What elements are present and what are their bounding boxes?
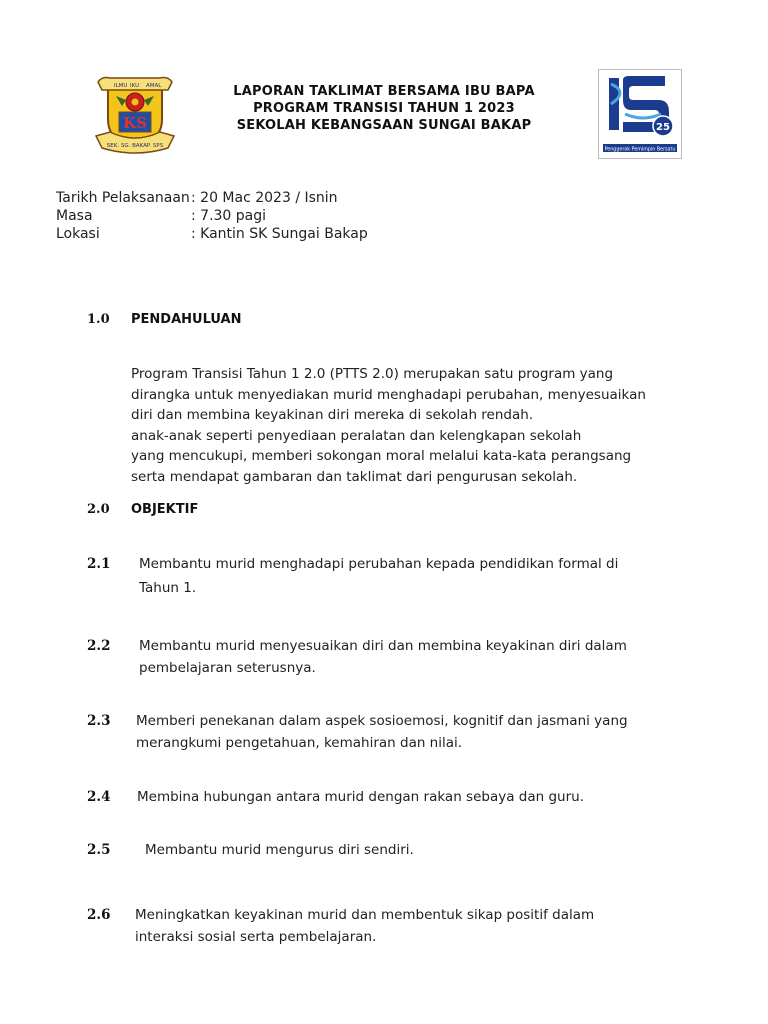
- paragraph-line: dirangka untuk menyediakan murid menghadapi perubahan, menyesuaikan: [131, 386, 646, 403]
- anniversary-25-icon: [599, 70, 681, 158]
- crest-scroll-word-3: AMAL: [146, 83, 162, 89]
- objective-item: [137, 786, 727, 808]
- paragraph-line: yang mencukupi, memberi sokongan moral melalui kata-kata perangsang: [131, 448, 632, 464]
- school-crest-logo: [92, 70, 178, 156]
- objective-line: Memberi penekanan dalam aspek sosioemosi, kognitif dan jasmani yang: [136, 713, 628, 729]
- objective-item: [139, 635, 729, 679]
- objective-line: Membina hubungan antara murid dengan rakan sebaya dan guru.: [137, 789, 584, 805]
- objective-line: Meningkatkan keyakinan murid dan membentuk sikap positif dalam: [135, 907, 595, 923]
- section-1-number: 1.0: [87, 312, 110, 327]
- report-title-line-1: LAPORAN TAKLIMAT BERSAMA IBU BAPA: [233, 84, 535, 99]
- objective-item: [145, 839, 735, 861]
- date-label: Tarikh Pelaksanaan: [56, 190, 190, 206]
- objective-line: pembelajaran seterusnya.: [139, 660, 316, 676]
- objective-line: interaksi sosial serta pembelajaran.: [135, 929, 377, 945]
- paragraph-line: diri dan membina keyakinan diri mereka di sekolah rendah.: [131, 407, 534, 423]
- objective-line: Membantu murid menyesuaikan diri dan membina keyakinan diri dalam: [139, 638, 627, 654]
- time-value: : 7.30 pagi: [191, 208, 267, 224]
- objective-item: [136, 710, 726, 754]
- objective-item: [135, 904, 725, 948]
- objective-line: Membantu murid menghadapi perubahan kepada pendidikan formal di: [139, 556, 619, 572]
- date-value: : 20 Mac 2023 / Isnin: [191, 190, 338, 206]
- paragraph-line: anak-anak seperti penyediaan peralatan dan kelengkapan sekolah: [131, 427, 582, 444]
- crest-scroll-word-1: ILMU: [114, 83, 128, 89]
- crest-initials: KS: [123, 114, 147, 132]
- objective-item: [139, 553, 729, 599]
- location-value: : Kantin SK Sungai Bakap: [191, 226, 368, 242]
- objective-line: Tahun 1.: [139, 580, 197, 596]
- anniversary-tagline: Penggerak Pemimpin Bersatu: [604, 147, 676, 153]
- objective-number: 2.3: [87, 713, 111, 729]
- section-1-heading: PENDAHULUAN: [131, 312, 242, 327]
- crest-bottom-scroll: SEK. SG. BAKAP. SPS: [106, 143, 164, 149]
- section-2-heading: OBJEKTIF: [131, 502, 199, 517]
- crest-scroll-word-2: IKU: [130, 83, 140, 89]
- objective-number: 2.2: [87, 638, 111, 654]
- objective-number: 2.4: [87, 789, 111, 805]
- report-title-line-2: PROGRAM TRANSISI TAHUN 1 2023: [253, 101, 515, 116]
- objective-number: 2.5: [87, 842, 111, 858]
- section-2-number: 2.0: [87, 502, 110, 517]
- objective-number: 2.6: [87, 907, 111, 923]
- paragraph-line: Program Transisi Tahun 1 2.0 (PTTS 2.0) merupakan satu program yang: [131, 366, 614, 382]
- paragraph-line: serta mendapat gambaran dan taklimat dari pengurusan sekolah.: [131, 468, 578, 485]
- objective-line: Membantu murid mengurus diri sendiri.: [145, 842, 414, 858]
- time-label: Masa: [56, 208, 93, 224]
- anniversary-number: 25: [656, 122, 670, 133]
- location-label: Lokasi: [56, 226, 100, 242]
- objective-line: merangkumi pengetahuan, kemahiran dan nilai.: [136, 735, 463, 751]
- section-1-paragraph: [131, 364, 731, 487]
- anniversary-logo: [598, 69, 682, 159]
- school-crest-icon: [92, 70, 178, 156]
- objective-number: 2.1: [87, 556, 111, 572]
- report-title-line-3: SEKOLAH KEBANGSAAN SUNGAI BAKAP: [236, 118, 532, 133]
